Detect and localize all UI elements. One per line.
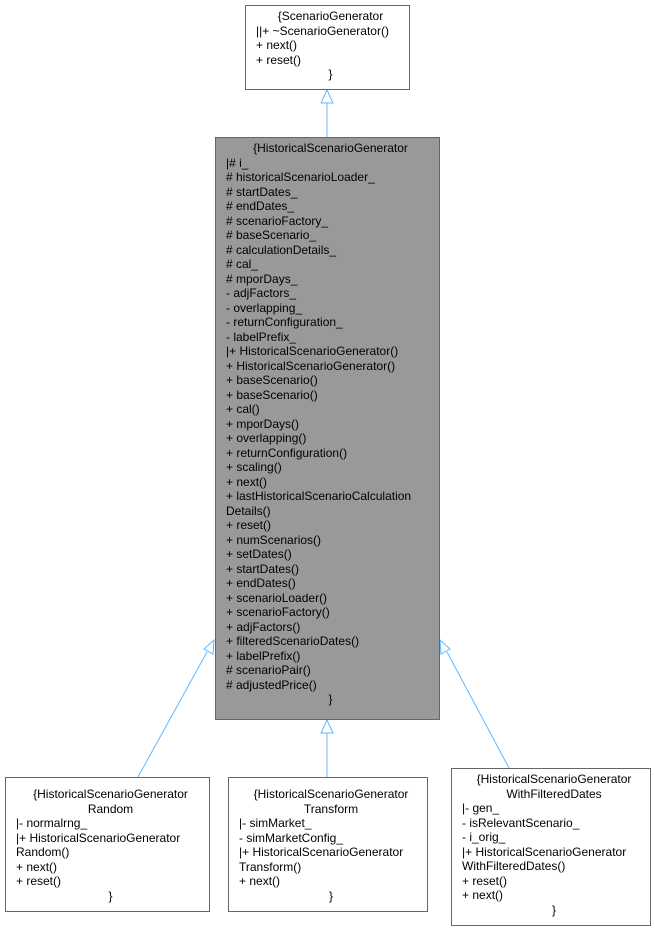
class-member: # startDates_ (226, 184, 298, 199)
class-name: {HistoricalScenarioGenerator (33, 787, 188, 801)
class-name: {ScenarioGenerator (277, 9, 384, 23)
class-name: Transform (303, 801, 359, 816)
class-member: + next() (226, 474, 268, 489)
class-close-brace: } (551, 902, 556, 917)
class-box-historical-scenario-generator-transform[interactable] (228, 777, 428, 912)
class-member: - returnConfiguration_ (226, 315, 343, 329)
class-member: # adjustedPrice() (226, 677, 317, 692)
class-member: Random() (16, 845, 70, 859)
class-box-historical-scenario-generator-filtered-dates[interactable] (451, 768, 651, 926)
class-member: |+ HistoricalScenarioGenerator (239, 845, 404, 859)
class-member: + filteredScenarioDates() (226, 634, 360, 648)
class-name: {HistoricalScenarioGenerator (476, 772, 632, 786)
class-member: - isRelevantScenario_ (462, 815, 580, 830)
inheritance-arrow-icon (204, 640, 214, 654)
class-member: + next() (239, 874, 281, 888)
class-box-historical-scenario-generator[interactable] (215, 137, 440, 720)
class-close-brace: } (328, 888, 333, 903)
class-close-brace: } (328, 692, 333, 706)
class-member: # scenarioPair() (226, 663, 311, 677)
class-member: + scenarioFactory() (226, 605, 330, 619)
class-member: - adjFactors_ (226, 286, 297, 300)
class-member: + next() (16, 859, 58, 874)
class-member: + setDates() (226, 547, 292, 561)
class-member: + endDates() (226, 576, 296, 590)
class-member: + baseScenario() (226, 387, 318, 402)
inheritance-arrow-icon (321, 720, 333, 733)
class-member: # mporDays_ (226, 271, 298, 286)
class-member: - labelPrefix_ (226, 329, 297, 344)
class-name: {HistoricalScenarioGenerator (253, 787, 409, 801)
class-member: # calculationDetails_ (226, 242, 337, 257)
class-member: + next() (256, 38, 298, 52)
class-member: |- normalrng_ (16, 816, 88, 830)
edge-random-to-main (138, 652, 207, 777)
class-member: + overlapping() (226, 431, 307, 445)
class-close-brace: } (108, 888, 113, 903)
class-member: # baseScenario_ (226, 228, 317, 242)
class-member: + baseScenario() (226, 373, 318, 387)
class-close-brace: } (328, 67, 333, 81)
class-member: + scaling() (226, 460, 282, 474)
class-member: - simMarketConfig_ (239, 830, 344, 845)
class-member: ||+ ~ScenarioGenerator() (256, 23, 389, 38)
class-name: {HistoricalScenarioGenerator (253, 141, 408, 155)
class-member: + next() (462, 888, 504, 902)
class-member: |+ HistoricalScenarioGenerator (16, 830, 181, 845)
class-member: + cal() (226, 402, 260, 416)
class-member: + reset() (16, 874, 62, 888)
class-member: |- gen_ (462, 801, 500, 815)
class-member: # endDates_ (226, 199, 295, 213)
class-box-scenario-generator[interactable] (245, 5, 410, 90)
class-member: Details() (226, 503, 271, 518)
class-member: + HistoricalScenarioGenerator() (226, 358, 396, 373)
class-member: - i_orig_ (462, 830, 506, 844)
class-name: WithFilteredDates (506, 786, 602, 801)
class-member: Transform() (239, 859, 302, 874)
class-member: + returnConfiguration() (226, 445, 348, 460)
class-member: + scenarioLoader() (226, 590, 328, 605)
class-member: + lastHistoricalScenarioCalculation (226, 489, 412, 503)
class-name: Random (87, 801, 134, 816)
class-member: |+ HistoricalScenarioGenerator (462, 844, 627, 859)
class-box-historical-scenario-generator-random[interactable] (5, 777, 210, 912)
class-member: # cal_ (226, 257, 259, 271)
class-member: + mporDays() (226, 416, 300, 431)
class-member: # historicalScenarioLoader_ (226, 170, 375, 184)
class-member: WithFilteredDates() (462, 859, 566, 873)
class-member: + numScenarios() (226, 532, 322, 547)
class-member: |- simMarket_ (239, 816, 312, 830)
class-member: |# i_ (226, 155, 249, 170)
class-member: + adjFactors() (226, 619, 301, 634)
class-member: |+ HistoricalScenarioGenerator() (226, 344, 399, 358)
inheritance-arrow-icon (321, 90, 333, 103)
class-member: + reset() (226, 518, 272, 532)
edge-filtered-to-main (447, 652, 509, 768)
class-member: # scenarioFactory_ (226, 213, 329, 228)
class-member: + startDates() (226, 561, 300, 576)
class-member: + reset() (462, 873, 508, 888)
class-member: + reset() (256, 52, 302, 67)
class-member: - overlapping_ (226, 300, 303, 315)
inheritance-arrow-icon (440, 640, 450, 654)
class-member: + labelPrefix() (226, 648, 301, 663)
